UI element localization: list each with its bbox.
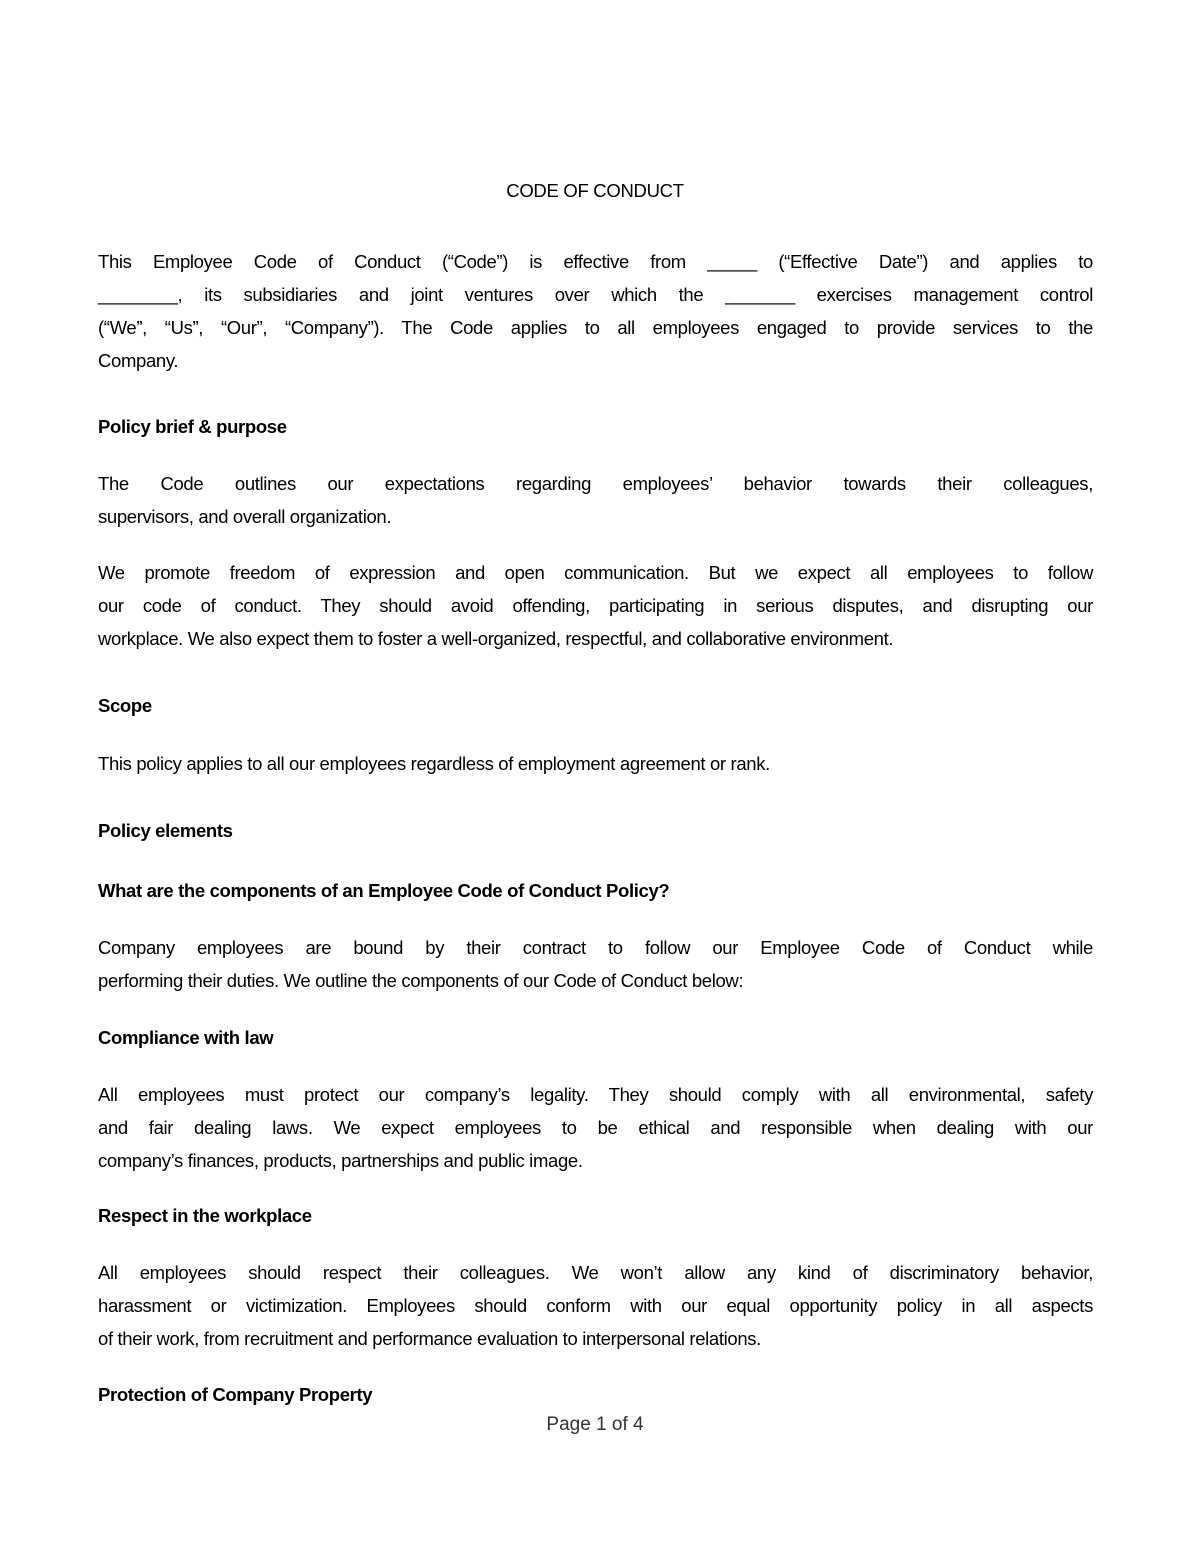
text-line: company’s finances, products, partnerships and public image.	[98, 1150, 583, 1171]
respect-paragraph	[98, 1261, 1093, 1360]
heading-respect: Respect in the workplace	[98, 1205, 312, 1226]
text-line: Company.	[98, 350, 179, 371]
document-title: CODE OF CONDUCT	[506, 180, 684, 201]
text-line: This policy applies to all our employees regardless of employment agreement or rank.	[98, 753, 770, 774]
page-number: Page 1 of 4	[546, 1414, 644, 1435]
text-line: (“We”, “Us”, “Our”, “Company”). The Code applies to all employees engaged to provide services to the	[98, 317, 1093, 338]
text-line: We promote freedom of expression and open communication. But we expect all employees to follow	[98, 562, 1093, 583]
policy-elements-paragraph	[98, 936, 1093, 1002]
text-line: harassment or victimization. Employees should conform with our equal opportunity policy in all aspects	[98, 1295, 1093, 1316]
text-line: This Employee Code of Conduct (“Code”) is effective from _____ (“Effective Date”) and applies to	[98, 251, 1093, 272]
text-line: of their work, from recruitment and performance evaluation to interpersonal relations.	[98, 1328, 761, 1349]
text-line: and fair dealing laws. We expect employees to be ethical and responsible when dealing with our	[98, 1117, 1093, 1138]
text-line: ________, its subsidiaries and joint ventures over which the _______ exercises management control	[98, 284, 1093, 305]
text-line: Company employees are bound by their contract to follow our Employee Code of Conduct while	[98, 937, 1093, 958]
heading-protection: Protection of Company Property	[98, 1384, 373, 1405]
heading-scope: Scope	[98, 695, 152, 716]
text-line: All employees should respect their colleagues. We won’t allow any kind of discriminatory behavior,	[98, 1262, 1093, 1283]
policy-brief-paragraph-1	[98, 472, 1093, 538]
text-line: All employees must protect our company’s legality. They should comply with all environmental, safety	[98, 1084, 1093, 1105]
heading-compliance: Compliance with law	[98, 1027, 274, 1048]
compliance-paragraph	[98, 1083, 1093, 1182]
policy-brief-paragraph-2	[98, 561, 1093, 660]
intro-paragraph	[98, 250, 1093, 382]
text-line: workplace. We also expect them to foster a well-organized, respectful, and collaborative environment.	[98, 628, 894, 649]
text-line: supervisors, and overall organization.	[98, 506, 392, 527]
heading-policy-elements: Policy elements	[98, 820, 233, 841]
scope-paragraph	[98, 752, 1093, 785]
text-line: our code of conduct. They should avoid offending, participating in serious disputes, and disrupting our	[98, 595, 1093, 616]
heading-policy-brief: Policy brief & purpose	[98, 416, 287, 437]
text-line: performing their duties. We outline the components of our Code of Conduct below:	[98, 970, 744, 991]
subheading-components: What are the components of an Employee Code of Conduct Policy?	[98, 880, 670, 901]
text-line: The Code outlines our expectations regarding employees’ behavior towards their colleagues,	[98, 473, 1093, 494]
